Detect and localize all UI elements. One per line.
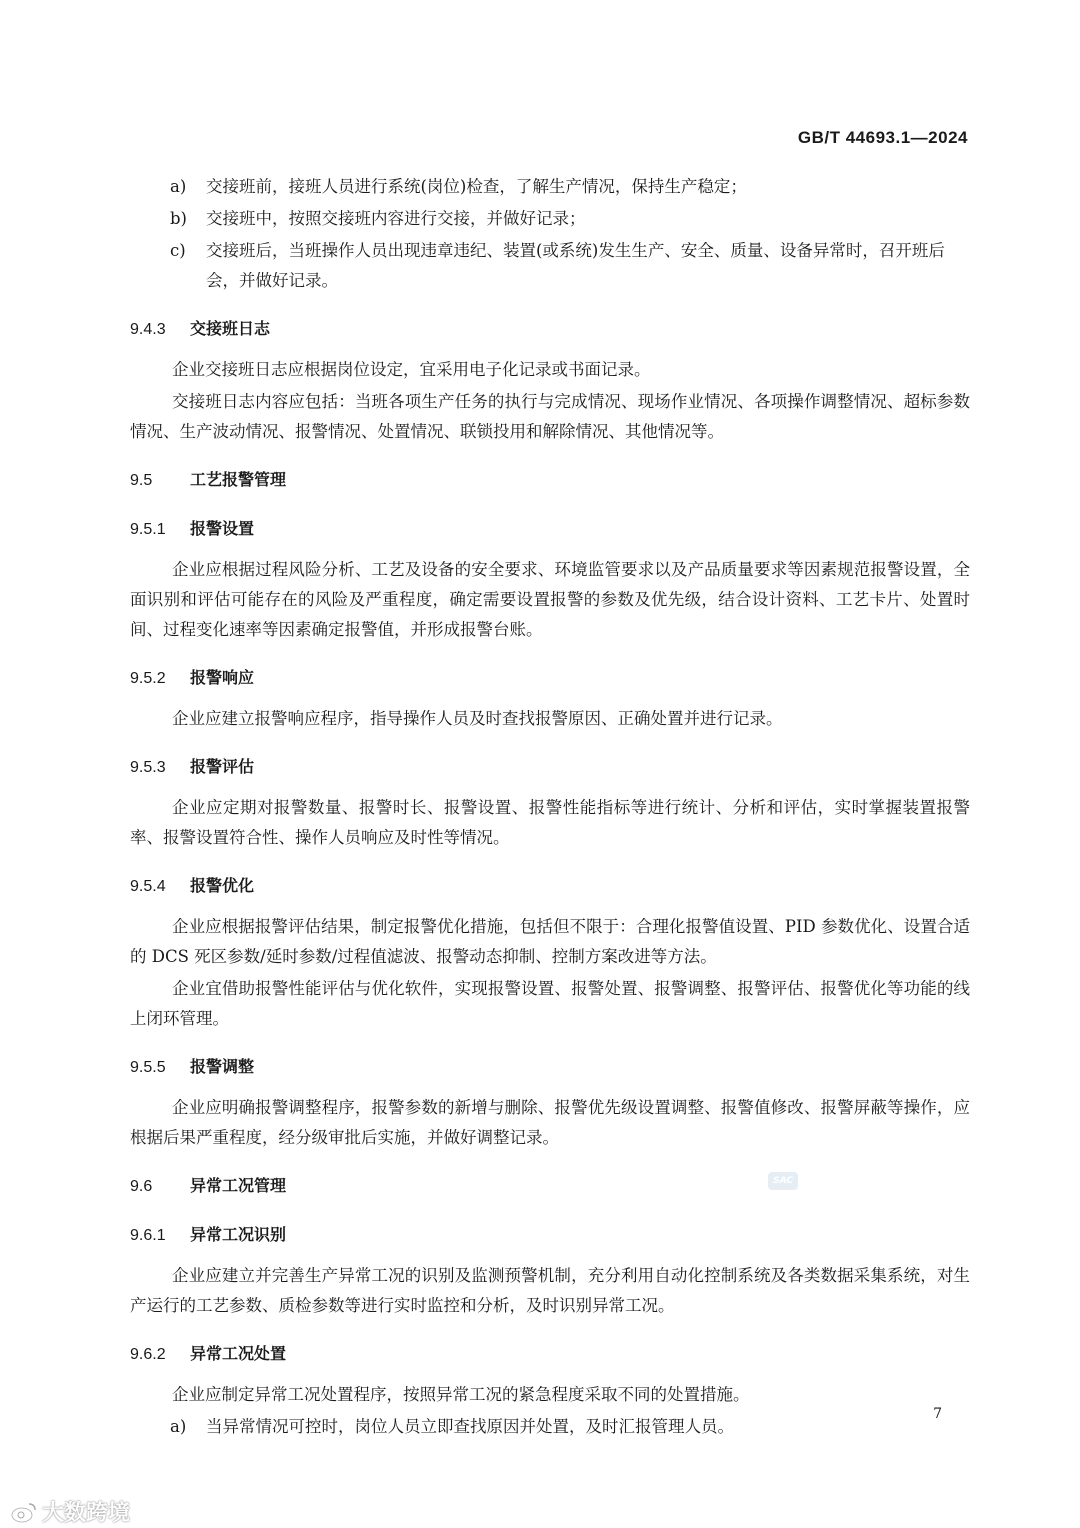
section-heading-9-5-3 xyxy=(130,752,970,783)
section-heading-9-5-2 xyxy=(130,663,970,694)
list-marker: a) xyxy=(170,177,187,196)
paragraph: 企业应定期对报警数量、报警时长、报警设置、报警性能指标等进行统计、分析和评估，实时掌握装置报警率、报警设置符合性、操作人员响应及时性等情况。 xyxy=(130,798,970,847)
section-number: 9.5.2 xyxy=(130,670,166,687)
paragraph: 企业应根据过程风险分析、工艺及设备的安全要求、环境监管要求以及产品质量要求等因素规范报警设置，全面识别和评估可能存在的风险及严重程度，确定需要设置报警的参数及优先级，结合设计资料、工艺卡片、处置时间、过程变化速率等因素确定报警值，并形成报警台账。 xyxy=(130,560,970,639)
list-marker: c) xyxy=(170,241,186,260)
section-title: 异常工况处置 xyxy=(190,1344,287,1363)
list-marker: b) xyxy=(170,209,187,228)
standard-code: GB/T 44693.1—2024 xyxy=(797,128,968,147)
paragraph: 企业应建立报警响应程序，指导操作人员及时查找报警原因、正确处置并进行记录。 xyxy=(172,709,783,728)
list-marker: a) xyxy=(170,1417,187,1436)
page-number: 7 xyxy=(933,1406,942,1422)
section-number: 9.6.1 xyxy=(130,1227,166,1244)
section-title: 异常工况管理 xyxy=(190,1176,287,1195)
watermark-text: 大数跨境 xyxy=(42,1501,131,1526)
section-heading-9-5-4 xyxy=(130,871,970,902)
section-title: 报警响应 xyxy=(190,668,255,687)
list-text: 交接班中，按照交接班内容进行交接，并做好记录； xyxy=(206,209,586,228)
section-number: 9.5.5 xyxy=(130,1059,166,1076)
section-number: 9.4.3 xyxy=(130,321,166,338)
sac-stamp-logo: SAC xyxy=(768,1172,798,1190)
section-number: 9.6.2 xyxy=(130,1346,166,1363)
section-title: 报警调整 xyxy=(190,1057,255,1076)
list-text: 交接班后，当班操作人员出现违章违纪、装置(或系统)发生生产、安全、质量、设备异常时，召开班后会，并做好记录。 xyxy=(206,241,945,290)
section-number: 9.5.3 xyxy=(130,759,166,776)
paragraph: 交接班日志内容应包括：当班各项生产任务的执行与完成情况、现场作业情况、各项操作调整情况、超标参数情况、生产波动情况、报警情况、处置情况、联锁投用和解除情况、其他情况等。 xyxy=(130,392,970,441)
section-title: 报警设置 xyxy=(190,519,255,538)
section-heading-9-6-1 xyxy=(130,1220,970,1251)
list-item xyxy=(130,204,970,234)
list-item xyxy=(130,1412,970,1442)
section-number: 9.5.4 xyxy=(130,878,166,895)
paragraph: 企业应建立并完善生产异常工况的识别及监测预警机制，充分利用自动化控制系统及各类数据采集系统，对生产运行的工艺参数、质检参数等进行实时监控和分析，及时识别异常工况。 xyxy=(130,1266,970,1315)
section-heading-9-6-2 xyxy=(130,1339,970,1370)
section-number: 9.6 xyxy=(130,1178,153,1195)
section-heading-9-5-5 xyxy=(130,1052,970,1083)
section-title: 异常工况识别 xyxy=(190,1225,287,1244)
watermark xyxy=(10,1496,130,1527)
paragraph: 企业宜借助报警性能评估与优化软件，实现报警设置、报警处置、报警调整、报警评估、报警优化等功能的线上闭环管理。 xyxy=(130,979,970,1028)
section-title: 工艺报警管理 xyxy=(190,470,287,489)
list-text: 交接班前，接班人员进行系统(岗位)检查，了解生产情况，保持生产稳定； xyxy=(206,177,747,196)
section-title: 报警评估 xyxy=(190,757,255,776)
section-heading-9-6 xyxy=(130,1171,970,1202)
list-item xyxy=(130,172,970,202)
paragraph: 企业应明确报警调整程序，报警参数的新增与删除、报警优先级设置调整、报警值修改、报警屏蔽等操作，应根据后果严重程度，经分级审批后实施，并做好调整记录。 xyxy=(130,1098,970,1147)
paragraph: 企业交接班日志应根据岗位设定，宜采用电子化记录或书面记录。 xyxy=(172,360,651,379)
section-heading-9-5 xyxy=(130,465,970,496)
list-item xyxy=(130,236,970,296)
section-heading-9-4-3 xyxy=(130,314,970,345)
weibo-logo-icon xyxy=(10,1500,38,1524)
paragraph: 企业应制定异常工况处置程序，按照异常工况的紧急程度采取不同的处置措施。 xyxy=(172,1385,750,1404)
section-title: 报警优化 xyxy=(190,876,255,895)
paragraph: 企业应根据报警评估结果，制定报警优化措施，包括但不限于：合理化报警值设置、PID 参数优化、设置合适的 DCS 死区参数/延时参数/过程值滤波、报警动态抑制、控制方案改进等方法。 xyxy=(130,917,970,966)
section-number: 9.5.1 xyxy=(130,521,166,538)
section-title: 交接班日志 xyxy=(190,319,271,338)
document-body xyxy=(130,172,970,1444)
section-number: 9.5 xyxy=(130,472,153,489)
list-text: 当异常情况可控时，岗位人员立即查找原因并处置，及时汇报管理人员。 xyxy=(206,1417,734,1436)
section-heading-9-5-1 xyxy=(130,514,970,545)
